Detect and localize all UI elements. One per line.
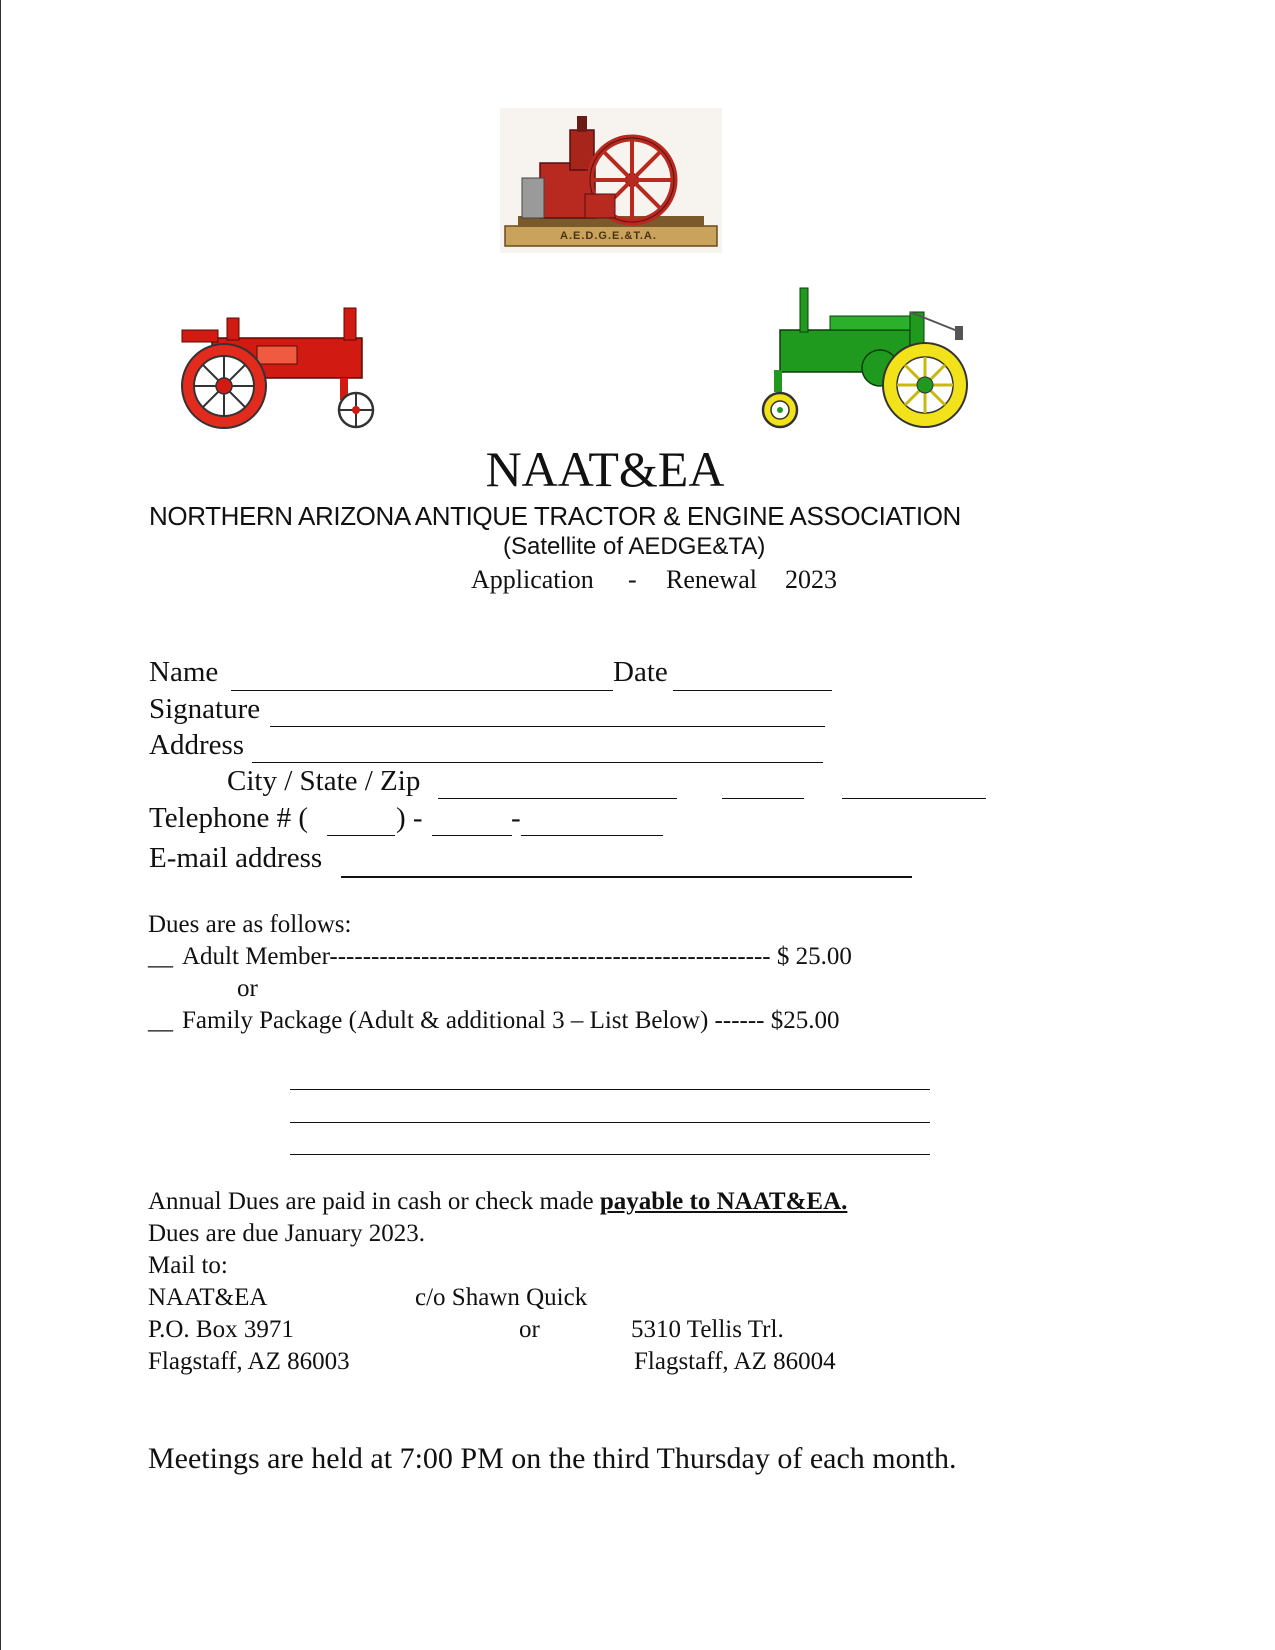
dues-heading: Dues are as follows: (148, 911, 352, 938)
mail-name: NAAT&EA (148, 1284, 268, 1311)
telephone-prefix-field[interactable] (432, 809, 512, 836)
telephone-label: Telephone # ( (149, 802, 309, 834)
family-member-line-1[interactable] (290, 1069, 930, 1090)
org-satellite: (Satellite of AEDGE&TA) (503, 533, 766, 560)
org-acronym: NAAT&EA (485, 441, 725, 497)
name-label: Name (149, 656, 219, 688)
form-title-application: Application (471, 565, 594, 594)
email-label: E-mail address (149, 842, 323, 874)
form-title-renewal: Renewal (666, 565, 757, 594)
family-member-line-2[interactable] (290, 1102, 930, 1123)
family-package-line: Family Package (Adult & additional 3 – List Below) ------ $25.00 (182, 1007, 840, 1034)
adult-member-line: Adult Member----------------------------------------------------- $ 25.00 (182, 943, 852, 970)
mail-street: 5310 Tellis Trl. (631, 1316, 784, 1343)
dues-or: or (237, 975, 258, 1002)
telephone-area-field[interactable] (327, 809, 395, 836)
mail-city-right: Flagstaff, AZ 86004 (634, 1348, 836, 1375)
telephone-line-field[interactable] (521, 809, 663, 836)
payment-line (148, 1188, 847, 1216)
due-date-line: Dues are due January 2023. (148, 1220, 425, 1247)
payment-prefix: Annual Dues are paid in cash or check made (148, 1188, 600, 1215)
mail-care-of: c/o Shawn Quick (415, 1284, 588, 1311)
page-border (0, 0, 1, 1650)
red-tractor-image (172, 300, 378, 432)
form-title-year: 2023 (785, 565, 837, 594)
green-tractor-image (760, 282, 974, 432)
org-full-name: NORTHERN ARIZONA ANTIQUE TRACTOR & ENGINE ASSOCIATION (149, 501, 961, 531)
address-label: Address (149, 729, 245, 761)
mail-city-left: Flagstaff, AZ 86003 (148, 1348, 350, 1375)
mail-or: or (519, 1316, 540, 1343)
signature-label: Signature (149, 693, 261, 725)
adult-member-checkbox[interactable]: __ (148, 943, 173, 970)
engine-logo-caption: A.E.D.G.E.&T.A. (560, 230, 657, 242)
state-field[interactable] (722, 772, 804, 799)
name-field[interactable] (231, 664, 613, 691)
form-title-dash: - (628, 565, 637, 594)
payable-to: payable to NAAT&EA. (599, 1188, 848, 1215)
zip-field[interactable] (842, 772, 986, 799)
mail-to-label: Mail to: (148, 1252, 228, 1279)
family-member-line-3[interactable] (290, 1134, 930, 1155)
email-field[interactable] (341, 850, 912, 878)
telephone-dash: - (511, 802, 521, 834)
city-field[interactable] (438, 772, 677, 799)
city-state-zip-label: City / State / Zip (227, 765, 421, 797)
meetings-note: Meetings are held at 7:00 PM on the third Thursday of each month. (148, 1442, 957, 1475)
family-package-checkbox[interactable]: __ (148, 1007, 173, 1034)
address-field[interactable] (252, 736, 823, 763)
date-label: Date (613, 656, 668, 688)
date-field[interactable] (673, 664, 832, 691)
telephone-close-paren: ) - (396, 802, 423, 834)
mail-po-box: P.O. Box 3971 (148, 1316, 294, 1343)
signature-field[interactable] (270, 700, 825, 727)
